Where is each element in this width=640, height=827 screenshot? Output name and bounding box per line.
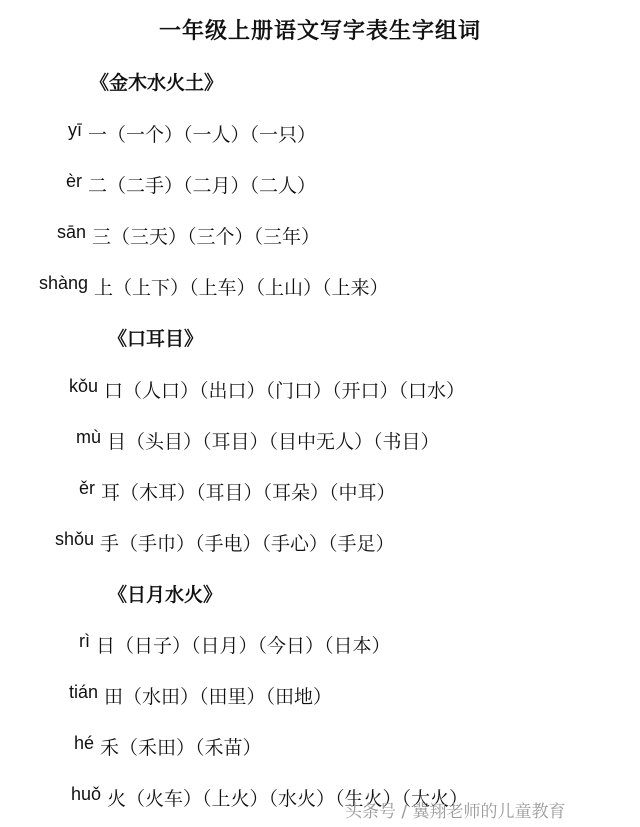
word-group: 禾（禾田）（禾苗） — [100, 737, 262, 759]
word-group: 火（火车）（上火）（水火）（生火）（大火） — [107, 788, 469, 810]
pinyin-label: kǒu — [68, 376, 98, 396]
watermark: 头条号 / 冀翔老师的儿童教育 — [345, 802, 566, 822]
list-item — [65, 171, 317, 198]
word-group: 口（人口）（出口）（门口）（开口）（口水） — [104, 380, 466, 402]
word-group: 田（水田）（田里）（田地） — [104, 686, 333, 708]
list-item — [79, 631, 391, 658]
section-title-kou-er-mu: 《口耳目》 — [108, 328, 204, 350]
pinyin-label: hé — [73, 733, 94, 753]
pinyin-label: ěr — [78, 478, 95, 498]
word-group: 目（头目）（耳目）（目中无人）（书目） — [107, 431, 440, 453]
section-title-ri-yue-shui-huo: 《日月水火》 — [108, 584, 223, 606]
pinyin-label: yī — [67, 120, 82, 140]
word-group: 上（上下）（上车）（上山）（上来） — [94, 277, 389, 299]
pinyin-label: mù — [75, 427, 101, 447]
list-item — [68, 682, 333, 709]
pinyin-label: huǒ — [70, 784, 101, 804]
word-group: 手（手巾）（手电）（手心）（手足） — [100, 533, 395, 555]
list-item — [56, 222, 321, 249]
pinyin-label: shǒu — [54, 529, 94, 549]
list-item — [75, 427, 440, 454]
list-item — [78, 478, 396, 505]
list-item — [54, 529, 395, 556]
pinyin-label: tián — [68, 682, 98, 702]
word-group: 耳（木耳）（耳目）（耳朵）（中耳） — [101, 482, 396, 504]
word-group: 日（日子）（日月）（今日）（日本） — [96, 635, 391, 657]
pinyin-label: shàng — [38, 273, 88, 293]
page-title: 一年级上册语文写字表生字组词 — [158, 19, 481, 44]
list-item — [68, 376, 466, 403]
word-group: 一（一个）（一人）（一只） — [88, 124, 317, 146]
word-group: 二（二手）（二月）（二人） — [88, 175, 317, 197]
pinyin-label: èr — [65, 171, 82, 191]
list-item — [38, 273, 389, 300]
list-item — [67, 120, 317, 147]
pinyin-label: rì — [79, 631, 90, 651]
word-group: 三（三天）（三个）（三年） — [92, 226, 321, 248]
section-title-jin-mu-shui-huo-tu: 《金木水火土》 — [90, 72, 224, 94]
pinyin-label: sān — [56, 222, 86, 242]
list-item — [73, 733, 262, 760]
